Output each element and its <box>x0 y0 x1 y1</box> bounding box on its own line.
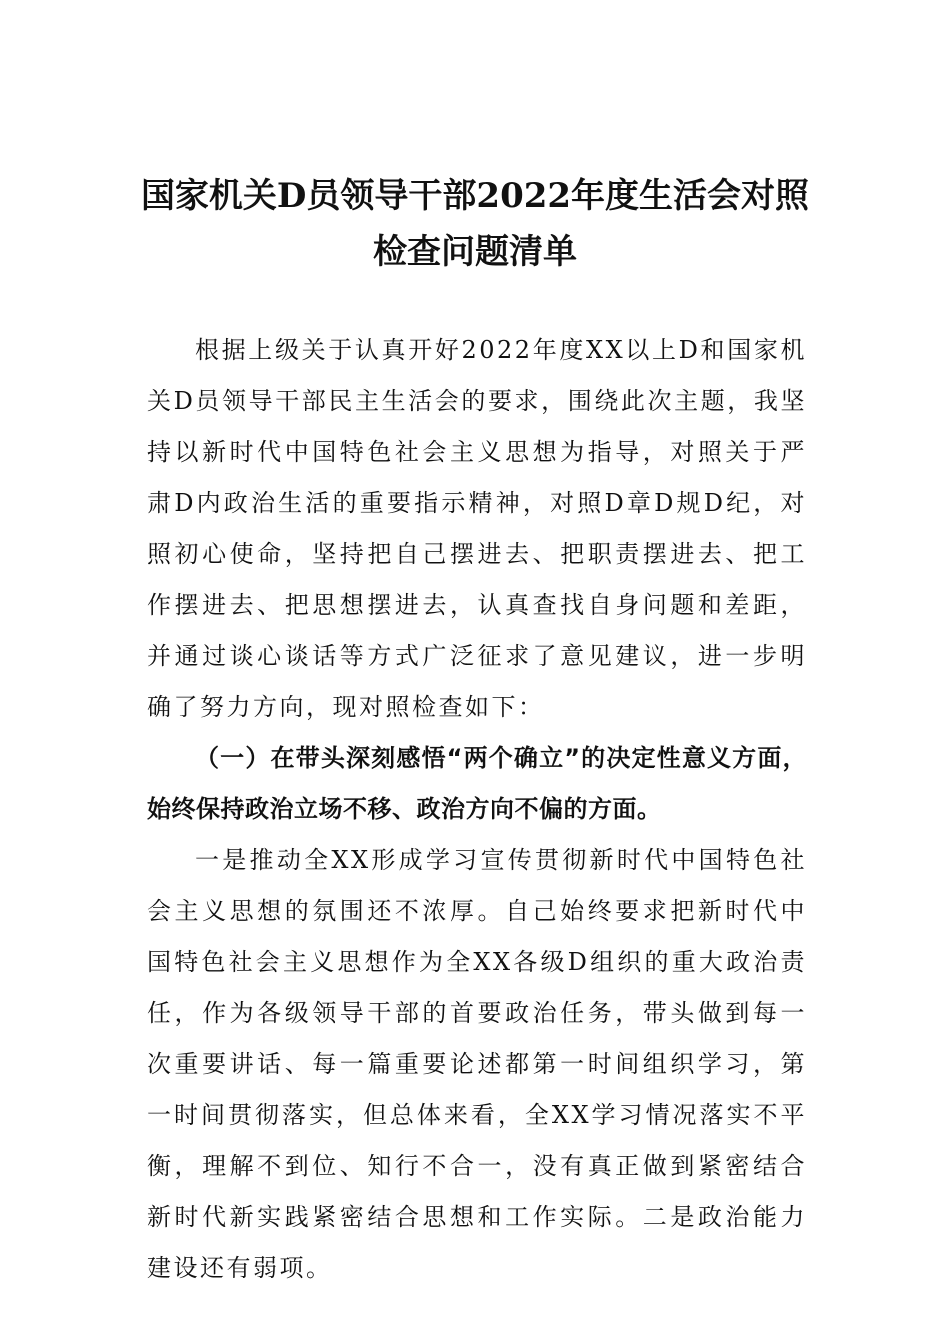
section-paragraph: 一是推动全XX形成学习宣传贯彻新时代中国特色社会主义思想的氛围还不浓厚。自己始终要求把新时代中国特色社会主义思想作为全XX各级D组织的重大政治责任，作为各级领导干部的首要政治任务，带头做到每一次重要讲话、每一篇重要论述都第一时间组织学习，第一时间贯彻落实，但总体来看，全XX学习情况落实不平衡，理解不到位、知行不合一，没有真正做到紧密结合新时代新实践紧密结合思想和工作实际。二是政治能力建设还有弱项。 <box>147 846 807 1282</box>
intro-paragraph: 根据上级关于认真开好2022年度XX以上D和国家机关D员领导干部民主生活会的要求，围绕此次主题，我坚持以新时代中国特色社会主义思想为指导，对照关于严肃D内政治生活的重要指示精神，对照D章D规D纪，对照初心使命，坚持把自己摆进去、把职责摆进去、把工作摆进去、把思想摆进去，认真查找自身问题和差距，并通过谈心谈话等方式广泛征求了意见建议，进一步明确了努力方向，现对照检查如下： <box>147 336 807 721</box>
section-heading: （一）在带头深刻感悟“两个确立”的决定性意义方面，始终保持政治立场不移、政治方向不偏的方面。 <box>147 744 807 823</box>
document-body <box>147 325 807 1294</box>
document-title: 国家机关D员领导干部2022年度生活会对照检查问题清单 <box>140 176 810 272</box>
